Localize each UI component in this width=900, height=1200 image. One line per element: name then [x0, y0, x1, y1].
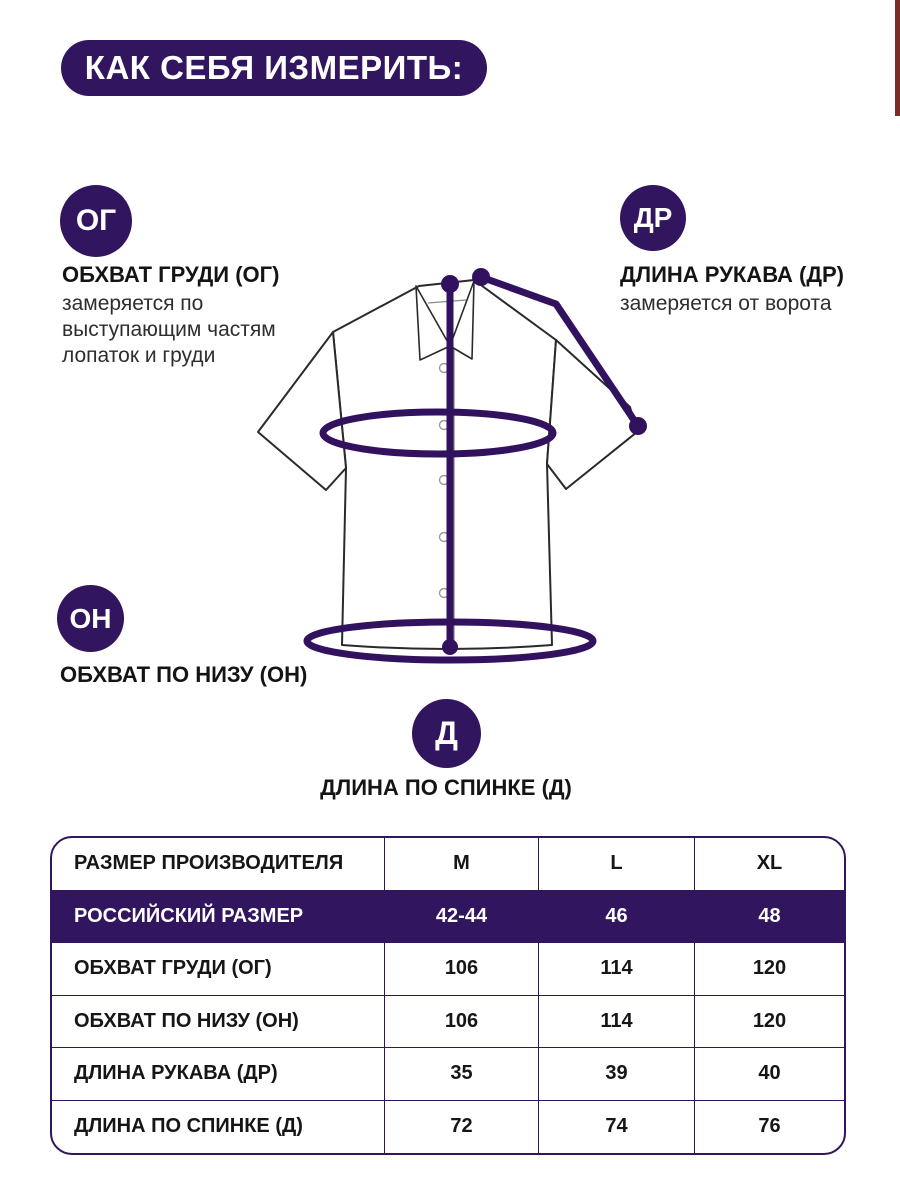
- page-title: КАК СЕБЯ ИЗМЕРИТЬ:: [61, 40, 487, 96]
- size-table-cell: 106: [385, 943, 539, 996]
- size-table-cell: 39: [539, 1048, 695, 1101]
- size-table-cell: 42-44: [385, 891, 539, 944]
- d-badge: Д: [412, 699, 481, 768]
- size-table-cell: 76: [758, 1115, 781, 1138]
- og-desc-line: выступающим частям: [62, 318, 276, 341]
- size-table-cell: 40: [695, 1048, 844, 1101]
- size-table-row-label: РОССИЙСКИЙ РАЗМЕР: [52, 891, 385, 944]
- size-table-header-cell: M: [385, 838, 539, 891]
- size-table-cell: 35: [385, 1048, 539, 1101]
- on-label: ОБХВАТ ПО НИЗУ (ОН): [60, 662, 308, 687]
- og-desc-line: замеряется по: [62, 292, 204, 315]
- size-table-cell: 46: [539, 891, 695, 944]
- size-table-cell: 120: [695, 996, 844, 1049]
- page-edge-stripe: [895, 0, 900, 116]
- og-badge: ОГ: [60, 185, 132, 257]
- og-desc-line: лопаток и груди: [62, 344, 216, 367]
- og-description: [62, 291, 276, 369]
- size-table: [50, 836, 846, 1155]
- shirt-left-sleeve: [258, 332, 346, 490]
- size-table-cell: 114: [539, 943, 695, 996]
- size-table-cell: 114: [539, 996, 695, 1049]
- size-table-header-cell: РАЗМЕР ПРОИЗВОДИТЕЛЯ: [52, 838, 385, 891]
- size-table-cell: 106: [385, 996, 539, 1049]
- size-table-cell: 72: [385, 1101, 539, 1154]
- og-label: ОБХВАТ ГРУДИ (ОГ): [62, 262, 280, 287]
- size-table-header-cell: L: [539, 838, 695, 891]
- dr-label: ДЛИНА РУКАВА (ДР): [620, 262, 844, 287]
- size-table-row-label: ОБХВАТ ПО НИЗУ (ОН): [52, 996, 385, 1049]
- size-table-cell: 48: [695, 891, 844, 944]
- size-table-row-label: ДЛИНА РУКАВА (ДР): [52, 1048, 385, 1101]
- size-table-row-label: ОБХВАТ ГРУДИ (ОГ): [52, 943, 385, 996]
- size-table-row-label: ДЛИНА ПО СПИНКЕ (Д): [52, 1101, 385, 1154]
- size-table-cell: 120: [695, 943, 844, 996]
- dr-badge: ДР: [620, 185, 686, 251]
- on-badge: ОН: [57, 585, 124, 652]
- size-table-cell: 74: [539, 1101, 695, 1154]
- size-table-header-cell: XL: [695, 838, 844, 891]
- d-label: ДЛИНА ПО СПИНКЕ (Д): [320, 775, 572, 800]
- dr-description: замеряется от ворота: [620, 292, 832, 315]
- shirt-measurement-diagram: [250, 260, 670, 680]
